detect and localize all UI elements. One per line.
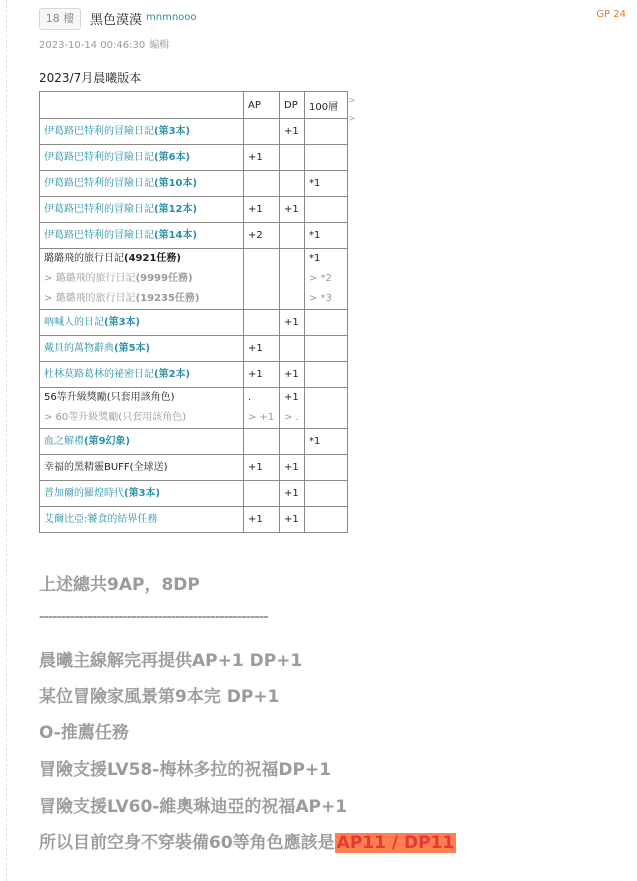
item-link[interactable] [44,226,239,246]
gp-count[interactable]: GP 24 [596,9,626,20]
ap-cell [244,455,280,481]
item-volume: (4921任務) [124,253,181,264]
item-text [44,289,239,309]
summary-divider: ---------------------------------------------------- [39,610,268,625]
item-cell [40,429,244,455]
floor100-cell-value: > *2 [309,273,332,284]
item-cell [40,197,244,223]
dp-cell-value: +1 [284,203,299,215]
item-name: 杜林莫路葛林的祕密日記 [44,368,154,380]
ap-cell [244,362,280,388]
item-name: 伊葛路巴特利的冒險日記 [44,203,154,215]
item-name: 血之解禮 [44,435,84,447]
item-link[interactable] [44,339,239,359]
left-dashed-rule [6,0,7,881]
header-item [40,92,244,119]
ap-cell-value: +1 [248,342,263,354]
item-cell [40,310,244,336]
dp-cell [280,249,305,310]
item-link[interactable] [44,148,239,168]
item-volume: (第6本) [154,151,191,163]
dp-cell [280,197,305,223]
item-name: 戴貝的萬物辭典 [44,342,114,354]
table-row [40,197,348,223]
item-cell [40,388,244,429]
dp-cell [280,336,305,362]
floor100-cell-value: *1 [309,177,321,189]
buff-table [39,91,348,533]
summary-line-5: 冒險支援LV60-維奧琳迪亞的祝福AP+1 [39,797,348,817]
ap-cell [244,223,280,249]
floor100-cell [305,197,348,223]
floor100-cell [305,249,348,310]
dp-cell-value: +1 [284,513,299,525]
header-100f: 100層 [305,92,348,119]
dp-cell [280,310,305,336]
item-cell [40,507,244,533]
item-name: 普加爾的羅煌時代 [44,487,124,499]
dp-cell [280,429,305,455]
floor100-cell [305,455,348,481]
item-name: 伊葛路巴特利的冒險日記 [44,125,154,137]
dp-cell [280,455,305,481]
header-dp: DP [280,92,305,119]
item-name: 56等升級獎勵(只套用該角色) [44,392,175,403]
item-volume: (第9幻象) [84,435,131,447]
item-volume: (第3本) [154,125,191,137]
dp-cell [280,145,305,171]
dp-cell [280,223,305,249]
item-name: 伊葛路巴特利的冒險日記 [44,229,154,241]
floor100-cell-value: *1 [309,229,321,241]
dp-cell [280,171,305,197]
item-link[interactable] [44,200,239,220]
dp-cell [280,362,305,388]
item-name: > 璐璐飛的旅行日記 [44,293,136,304]
author-id[interactable]: mnmnooo [146,12,197,23]
dp-cell [280,481,305,507]
ap-cell-value: +1 [248,151,263,163]
side-mark: > [348,96,356,106]
item-volume: (9999任務) [135,273,193,284]
dp-cell-value: +1 [284,316,299,328]
floor100-cell [305,310,348,336]
item-link[interactable] [44,174,239,194]
ap-cell-value: +1 [248,513,263,525]
item-name: 吶喊人的日記 [44,316,104,328]
ap-cell [244,310,280,336]
version-title: 2023/7月晨曦版本 [39,71,142,85]
table-row [40,223,348,249]
item-text [44,269,239,289]
dp-cell-value: +1 [284,125,299,137]
ap-cell [244,249,280,310]
summary-line-2: 某位冒險家風景第9本完 DP+1 [39,687,280,707]
summary-line-4: 冒險支援LV58-梅林多拉的祝福DP+1 [39,760,332,780]
summary-line-1: 晨曦主線解完再提供AP+1 DP+1 [39,651,303,671]
item-volume: (第12本) [154,203,198,215]
table-row [40,171,348,197]
side-mark: > [348,114,356,124]
floor100-cell-value: > *3 [309,293,332,304]
floor100-cell [305,171,348,197]
table-row [40,388,348,429]
dp-cell-value: +1 [284,461,299,473]
item-volume: (第2本) [154,368,191,380]
item-cell [40,223,244,249]
dp-cell [280,119,305,145]
dp-cell-value: +1 [284,487,299,499]
post-timestamp: 2023-10-14 00:46:30 [39,40,146,51]
item-volume: (第5本) [114,342,151,354]
item-volume: (第14本) [154,229,198,241]
table-row [40,362,348,388]
ap-cell [244,171,280,197]
summary-total: 上述總共9AP，8DP [39,575,200,595]
ap-cell [244,336,280,362]
item-volume: (第3本) [104,316,141,328]
dp-cell-value: +1 [284,392,299,403]
item-cell [40,171,244,197]
item-name: > 璐璐飛的旅行日記 [44,273,136,284]
item-cell [40,455,244,481]
ap-cell [244,507,280,533]
item-name: 幸福的黑精靈BUFF(全球送) [44,461,168,473]
item-name: 璐璐飛的旅行日記 [44,253,124,264]
ap-cell [244,197,280,223]
summary-line-6 [39,828,456,853]
item-text [44,458,239,478]
ap-cell [244,145,280,171]
floor100-cell-value: *1 [309,253,321,264]
item-link[interactable] [44,484,239,504]
ap-cell-value: . [248,392,252,403]
floor-badge[interactable]: 18 樓 [39,8,81,30]
floor100-cell [305,145,348,171]
table-row [40,249,348,310]
dp-cell [280,507,305,533]
item-name: 伊葛路巴特利的冒險日記 [44,177,154,189]
ap-cell [244,429,280,455]
item-cell [40,362,244,388]
floor100-cell [305,388,348,429]
item-link[interactable] [44,365,239,385]
floor100-cell [305,336,348,362]
floor100-cell [305,507,348,533]
item-cell [40,145,244,171]
item-name: 伊葛路巴特利的冒險日記 [44,151,154,163]
item-text [44,249,239,269]
item-text [44,388,239,408]
ap-cell [244,481,280,507]
table-row [40,481,348,507]
item-text [44,408,239,428]
table-row [40,310,348,336]
item-cell [40,336,244,362]
dp-cell-value: > . [284,412,299,423]
summary-line-3: O-推薦任務 [39,723,129,743]
floor100-cell [305,223,348,249]
table-row [40,119,348,145]
author-name[interactable]: 黑色漠漠 [90,13,143,28]
ap-cell-value: +1 [248,461,263,473]
item-name: > 60等升級獎勵(只套用該角色) [44,412,187,423]
item-cell [40,119,244,145]
ap-cell [244,388,280,429]
dp-cell [280,388,305,429]
ap-cell-value: +1 [248,368,263,380]
item-link[interactable] [44,510,239,530]
item-volume: (第10本) [154,177,198,189]
item-volume: (第3本) [124,487,161,499]
edit-label: 編輯 [149,40,170,51]
item-link[interactable] [44,313,239,333]
table-row [40,429,348,455]
ap-cell-value: +1 [248,203,263,215]
table-row [40,145,348,171]
table-header-row [40,92,348,119]
summary-line-6-text: 所以目前空身不穿裝備60等角色應該是 [39,833,335,853]
ap-cell-value: > +1 [248,412,275,423]
ap-cell [244,119,280,145]
item-cell [40,249,244,310]
dp-cell-value: +1 [284,368,299,380]
header-ap: AP [244,92,280,119]
item-link[interactable] [44,122,239,142]
summary-highlight: AP11 / DP11 [336,833,455,853]
item-cell [40,481,244,507]
floor100-cell-value: *1 [309,435,321,447]
table-row [40,336,348,362]
post-time [39,36,169,51]
floor100-cell [305,119,348,145]
table-row [40,455,348,481]
floor100-cell [305,429,348,455]
table-row [40,507,348,533]
floor100-cell [305,362,348,388]
item-name: 艾爾比亞:饕食的結界任務 [44,513,158,525]
item-link[interactable] [44,432,239,452]
item-volume: (19235任務) [135,293,200,304]
ap-cell-value: +2 [248,229,263,241]
floor100-cell [305,481,348,507]
